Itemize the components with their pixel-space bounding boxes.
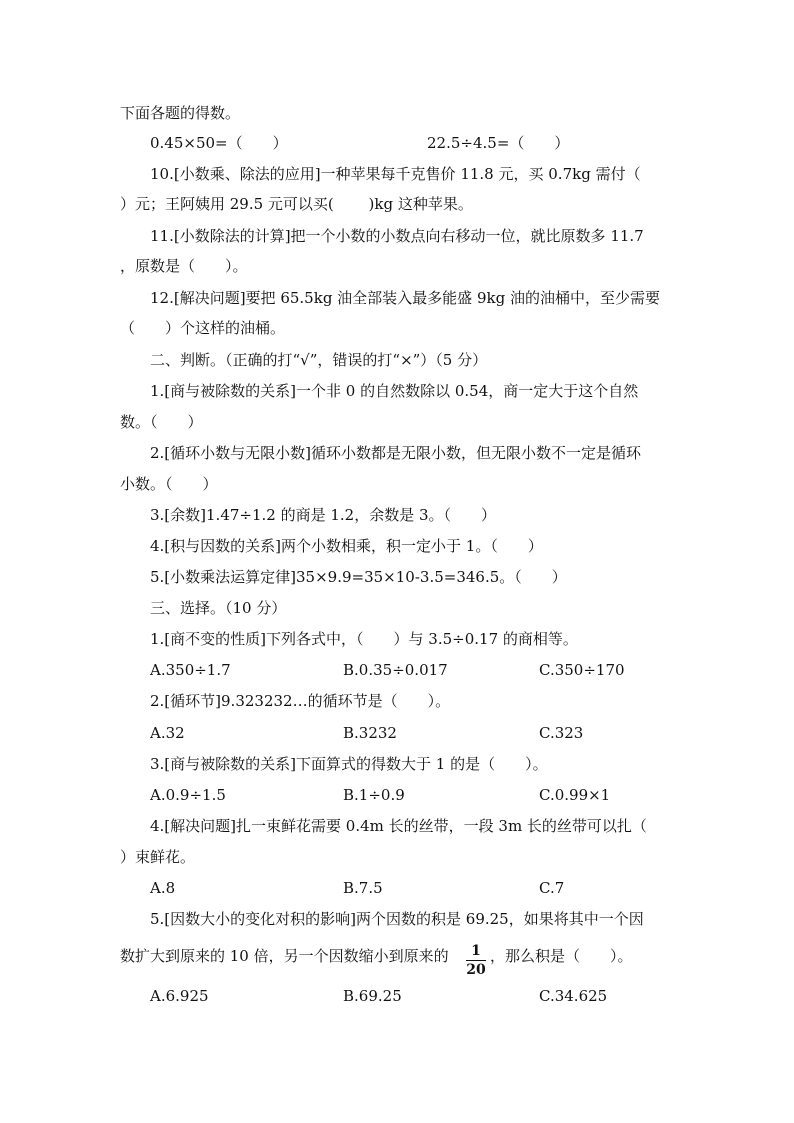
question-text: 10.[小数乘、除法的应用]一种苹果每千克售价 11.8 元，买 0.7kg 需付（	[150, 165, 641, 183]
option-a: A.0.9÷1.5	[150, 786, 226, 804]
question-text: 4.[解决问题]扎一束鲜花需要 0.4m 长的丝带，一段 3m 长的丝带可以扎（	[150, 817, 647, 835]
question-text: ，原数是（ ）。	[120, 257, 248, 275]
question-text: 11.[小数除法的计算]把一个小数的小数点向右移动一位，就比原数多 11.7	[150, 227, 644, 245]
fraction-denominator: 20	[466, 962, 486, 978]
fraction-numerator: 1	[471, 943, 481, 959]
question-text: 小数。（ ）	[120, 475, 218, 493]
question-text: 2.[循环小数与无限小数]循环小数都是无限小数，但无限小数不一定是循环	[150, 444, 642, 462]
question-text: 1.[商与被除数的关系]一个非 0 的自然数除以 0.54，商一定大于这个自然	[150, 382, 639, 400]
option-a: A.32	[150, 724, 185, 742]
option-a: A.8	[150, 879, 176, 897]
question-text: ）束鲜花。	[120, 848, 196, 866]
option-c: C.34.625	[539, 987, 608, 1005]
question-text: 3.[余数]1.47÷1.2 的商是 1.2，余数是 3。（ ）	[150, 506, 497, 524]
option-b: B.3232	[343, 724, 397, 742]
text-line: 下面各题的得数。	[120, 104, 241, 122]
question-text: ）元；王阿姨用 29.5 元可以买( )kg 这种苹果。	[120, 195, 473, 213]
option-c: C.350÷170	[539, 661, 625, 679]
option-a: A.6.925	[150, 987, 209, 1005]
section-heading: 二、判断。（正确的打“√”，错误的打“×”）（5 分）	[150, 351, 488, 369]
question-text: 5.[小数乘法运算定律]35×9.9=35×10-3.5=346.5。（ ）	[150, 568, 567, 586]
option-b: B.7.5	[343, 879, 383, 897]
question-text: 数。（ ）	[120, 413, 203, 431]
text-line: 0.45×50=（ ）	[150, 134, 288, 152]
option-b: B.1÷0.9	[343, 786, 405, 804]
question-text: 5.[因数大小的变化对积的影响]两个因数的积是 69.25，如果将其中一个因	[150, 910, 644, 928]
option-b: B.69.25	[343, 987, 402, 1005]
question-text: （ ）个这样的油桶。	[120, 319, 286, 337]
fraction-bar	[466, 960, 486, 961]
question-text: 数扩大到原来的 10 倍，另一个因数缩小到原来的	[120, 947, 449, 965]
option-a: A.350÷1.7	[150, 661, 231, 679]
question-text: ，那么积是（ ）。	[490, 947, 633, 965]
question-text: 1.[商不变的性质]下列各式中，（ ）与 3.5÷0.17 的商相等。	[150, 630, 578, 648]
question-text: 2.[循环节]9.323232…的循环节是（ ）。	[150, 692, 451, 710]
question-text: 4.[积与因数的关系]两个小数相乘，积一定小于 1。（ ）	[150, 537, 543, 555]
section-heading: 三、选择。（10 分）	[150, 599, 287, 617]
option-b: B.0.35÷0.017	[343, 661, 448, 679]
option-c: C.0.99×1	[539, 786, 611, 804]
question-text: 3.[商与被除数的关系]下面算式的得数大于 1 的是（ ）。	[150, 755, 548, 773]
question-text: 12.[解决问题]要把 65.5kg 油全部装入最多能盛 9kg 油的油桶中，至少需要	[150, 289, 660, 307]
option-c: C.323	[539, 724, 584, 742]
fraction	[466, 943, 486, 978]
option-c: C.7	[539, 879, 565, 897]
text-line: 22.5÷4.5=（ ）	[427, 134, 570, 152]
